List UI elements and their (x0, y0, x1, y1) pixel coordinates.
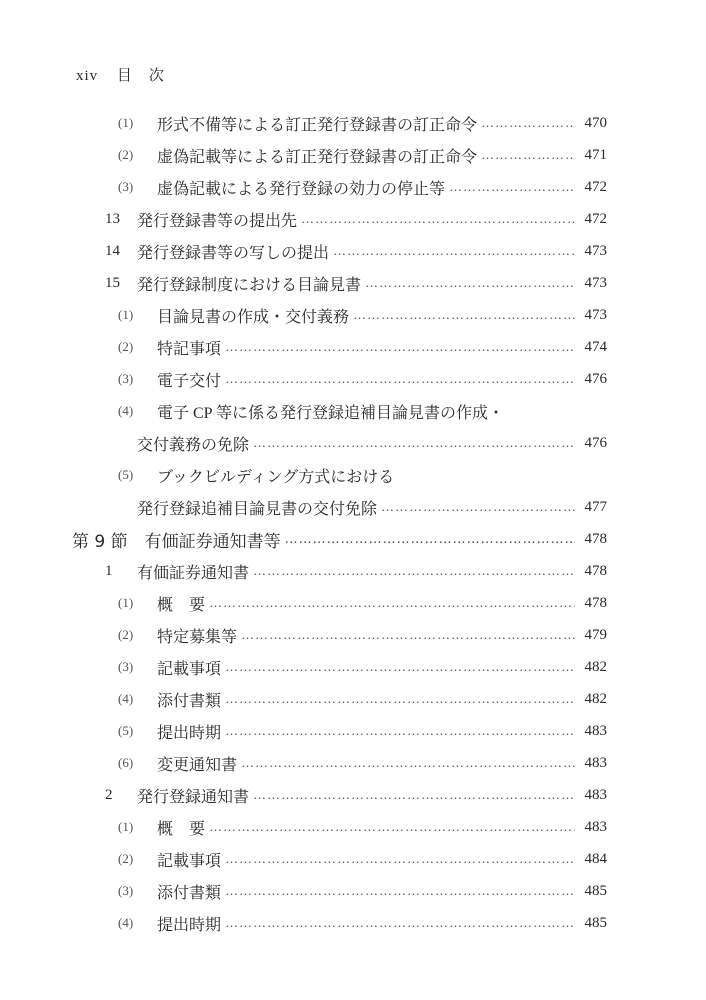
entry-page-number: 483 (584, 754, 607, 771)
leader-dots (225, 339, 575, 355)
entry-page-number: 478 (584, 530, 607, 547)
toc-entry[interactable] (0, 651, 706, 683)
entry-page-number: 470 (584, 114, 607, 131)
leader-dots (241, 627, 575, 643)
leader-dots (209, 595, 575, 611)
entry-page-number: 483 (584, 722, 607, 739)
toc-entry[interactable] (0, 171, 706, 203)
leader-dots (253, 435, 575, 451)
entry-page-number: 474 (584, 338, 607, 355)
leader-dots (225, 371, 575, 387)
entry-page-number: 477 (584, 498, 607, 515)
entry-title: 発行登録書等の提出先 (137, 212, 298, 230)
leader-dots (225, 915, 575, 931)
leader-dots (253, 563, 575, 579)
entry-title: 電子 CP 等に係る発行登録追補目論見書の作成・ (157, 404, 504, 422)
toc-entry[interactable] (0, 811, 706, 843)
entry-title: 発行登録制度における目論見書 (137, 276, 362, 294)
entry-page-number: 482 (584, 690, 607, 707)
page-number: xiv (76, 68, 99, 84)
toc-entry[interactable] (0, 587, 706, 619)
entry-title: 目論見書の作成・交付義務 (157, 308, 350, 326)
leader-dots (481, 147, 575, 163)
leader-dots (333, 243, 575, 259)
entry-page-number: 483 (584, 818, 607, 835)
leader-dots (225, 883, 575, 899)
entry-title: 変更通知書 (157, 756, 238, 774)
toc-entry[interactable] (0, 107, 706, 139)
toc-entry[interactable] (0, 299, 706, 331)
entry-number: 2 (105, 786, 113, 803)
toc-entry[interactable] (0, 555, 706, 587)
entry-number: (4) (118, 915, 134, 930)
entry-page-number: 472 (584, 178, 607, 195)
toc-entry[interactable] (0, 619, 706, 651)
entry-title: 有価証券通知書 (137, 564, 250, 582)
leader-dots (225, 691, 575, 707)
entry-number: (1) (118, 595, 134, 610)
leader-dots (365, 275, 575, 291)
leader-dots (225, 851, 575, 867)
leader-dots (381, 499, 575, 515)
entry-page-number: 482 (584, 658, 607, 675)
toc-entry[interactable] (0, 235, 706, 267)
entry-number: (1) (118, 115, 134, 130)
entry-page-number: 478 (584, 562, 607, 579)
toc-entry[interactable] (0, 267, 706, 299)
toc-entry[interactable] (0, 779, 706, 811)
entry-page-number: 484 (584, 850, 607, 867)
entry-page-number: 473 (584, 274, 607, 291)
entry-page-number: 478 (584, 594, 607, 611)
entry-number: (3) (118, 179, 134, 194)
toc-entry[interactable] (0, 715, 706, 747)
entry-number: (4) (118, 403, 134, 418)
entry-page-number: 473 (584, 242, 607, 259)
toc-entry[interactable] (0, 843, 706, 875)
entry-title: 交付義務の免除 (137, 436, 250, 454)
entry-page-number: 483 (584, 786, 607, 803)
entry-number: (3) (118, 883, 134, 898)
entry-title: 発行登録書等の写しの提出 (137, 244, 330, 262)
entry-number: 15 (105, 274, 120, 291)
toc-entry[interactable] (0, 907, 706, 939)
toc-section-heading[interactable] (0, 523, 706, 555)
table-of-contents (0, 107, 706, 939)
leader-dots (449, 179, 575, 195)
leader-dots (225, 659, 575, 675)
entry-number: 14 (105, 242, 120, 259)
entry-title: 特記事項 (157, 340, 222, 358)
entry-title: 虚偽記載による発行登録の効力の停止等 (157, 180, 446, 198)
leader-dots (253, 787, 575, 803)
leader-dots (225, 723, 575, 739)
entry-title: 概 要 (157, 596, 206, 614)
entry-number: (3) (118, 371, 134, 386)
toc-entry[interactable] (0, 331, 706, 363)
entry-page-number: 485 (584, 914, 607, 931)
header-title: 目 次 (116, 68, 165, 84)
entry-title: 提出時期 (157, 724, 222, 742)
entry-title: 添付書類 (157, 884, 222, 902)
entry-number: (4) (118, 691, 134, 706)
entry-title: 形式不備等による訂正発行登録書の訂正命令 (157, 116, 478, 134)
entry-number: (5) (118, 467, 134, 482)
entry-number: (1) (118, 307, 134, 322)
toc-entry[interactable] (0, 875, 706, 907)
entry-number: (2) (118, 627, 134, 642)
entry-number: (5) (118, 723, 134, 738)
entry-title: 発行登録通知書 (137, 788, 250, 806)
entry-page-number: 479 (584, 626, 607, 643)
entry-number: (3) (118, 659, 134, 674)
toc-entry[interactable] (0, 491, 706, 523)
entry-title: 発行登録追補目論見書の交付免除 (137, 500, 378, 518)
entry-number: (1) (118, 819, 134, 834)
leader-dots (481, 115, 575, 131)
leader-dots (301, 211, 575, 227)
toc-entry[interactable] (0, 427, 706, 459)
entry-title: 添付書類 (157, 692, 222, 710)
leader-dots (209, 819, 575, 835)
leader-dots (285, 532, 575, 547)
entry-page-number: 476 (584, 370, 607, 387)
entry-title: 記載事項 (157, 852, 222, 870)
entry-page-number: 485 (584, 882, 607, 899)
toc-entry[interactable] (0, 747, 706, 779)
entry-number: (6) (118, 755, 134, 770)
entry-title: 第 9 節 有価証券通知書等 (72, 531, 281, 552)
entry-title: 概 要 (157, 820, 206, 838)
entry-title: 特定募集等 (157, 628, 238, 646)
entry-page-number: 472 (584, 210, 607, 227)
entry-number: (2) (118, 147, 134, 162)
toc-entry[interactable] (0, 459, 706, 491)
entry-page-number: 476 (584, 434, 607, 451)
toc-entry[interactable] (0, 683, 706, 715)
entry-title: ブックビルディング方式における (157, 468, 395, 486)
leader-dots (353, 307, 575, 323)
entry-page-number: 473 (584, 306, 607, 323)
entry-page-number: 471 (584, 146, 607, 163)
entry-title: 記載事項 (157, 660, 222, 678)
toc-entry[interactable] (0, 203, 706, 235)
entry-title: 電子交付 (157, 372, 222, 390)
entry-number: (2) (118, 851, 134, 866)
entry-number: 1 (105, 562, 113, 579)
entry-number: (2) (118, 339, 134, 354)
entry-number: 13 (105, 210, 120, 227)
toc-entry[interactable] (0, 395, 706, 427)
entry-title: 提出時期 (157, 916, 222, 934)
entry-title: 虚偽記載等による訂正発行登録書の訂正命令 (157, 148, 478, 166)
toc-entry[interactable] (0, 363, 706, 395)
running-header (76, 64, 179, 85)
toc-entry[interactable] (0, 139, 706, 171)
leader-dots (241, 755, 575, 771)
